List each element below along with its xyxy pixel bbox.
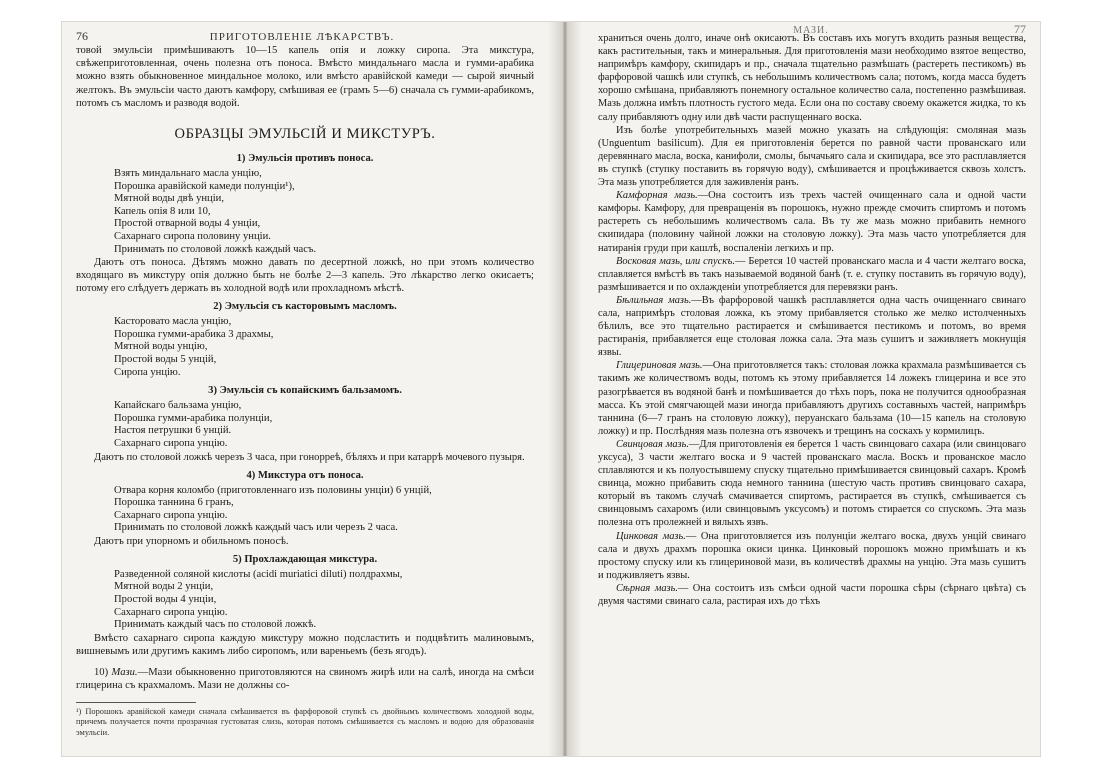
body-paragraph (598, 32, 1026, 124)
right-running-title: МАЗИ. (793, 25, 829, 36)
book-spread (62, 22, 1040, 756)
left-running-head (76, 29, 534, 44)
ingredient-line: Взять миндальнаго масла унцію, (114, 168, 262, 180)
paragraph-text: —Для приготовленія ея берется 1 часть свинцоваго сахара (или свинцоваго уксуса), 3 части желтаго воска и 9 частей прованскаго масла. Воскъ и прованское масло сплавляются и къ полуостывшему спуску тщательно примѣшивается свинцовый сахаръ. Кромѣ свинца, можно прибавить сюда немного таннина (шестую часть противъ свинцоваго сахара, который въ такомъ случаѣ смачивается спиртомъ, растирается въ ступкѣ, смѣшивается съ свинцовымъ сахаромъ (или свинцовымъ уксусомъ) и потомъ стирается со спускомъ. Эта мазь полезна отъ пролежней и вялыхъ язвъ. (598, 438, 1026, 529)
ingredient-list (114, 569, 534, 632)
paragraph-text: Изъ болѣе употребительныхъ мазей можно указать на слѣдующія: смоляная мазь (Unguentum basilicum). Для ея приготовленія берется по равной части прованскаго или деревяннаго масла, воска, канифоли, смолы, бычачьяго сала и скипидара, все это расплавляется въ ступкѣ (ступку поставить въ горячую воду), смѣшивается и процѣживается сквозь холстъ. Эта мазь употребляется для заживленія ранъ. (598, 124, 1026, 189)
paragraph-term: Камфорная мазь. (616, 190, 698, 202)
ingredient-list (114, 168, 534, 256)
ingredient-list (114, 400, 534, 450)
ingredient-line: Капайскаго бальзама унцію, (114, 400, 242, 412)
recipe-heading: 4) Микстура отъ поноса. (246, 469, 364, 481)
ingredient-line: Принимать по столовой ложкѣ каждый часъ или черезъ 2 часа. (114, 522, 398, 534)
body-paragraph (598, 359, 1026, 438)
ingredient-line: Порошка гумми-арабика полунціи, (114, 412, 273, 424)
recipe-heading: 1) Эмульсія противъ поноса. (236, 153, 374, 165)
ingredient-list (114, 485, 534, 535)
footnote: ¹) Порошокъ аравійской камеди сначала смѣшивается въ фарфоровой ступкѣ съ двойнымъ количествомъ холодной воды, причемъ получается почти прозрачная густоватая слизь, которая потомъ смѣшивается съ масломъ и водою для образованія эмульсіи. (76, 707, 534, 737)
recipe-note: Вмѣсто сахарнаго сиропа каждую микстуру можно подсластить и подцвѣтить малиновымъ, вишневымъ или другимъ какимъ либо сиропомъ, или вареньемъ (безъ ягодъ). (76, 632, 534, 657)
paragraph-term: Глицериновая мазь. (616, 360, 703, 372)
intro-paragraph: товой эмульсіи примѣшиваютъ 10—15 капель опія и ложку сиропа. Эта микстура, свѣжеприготовленная, очень полезна отъ поноса. Вмѣсто миндальнаго масла и гумми-арабика можно взять обыкновенное миндальное молоко, или вмѣсто аравійской камеди — сырой яичный желтокъ. Въ эмульсіи часто даютъ камфору, смѣшивая ее (грамъ 5—6) сначала съ гумми-арабикомъ, потомъ съ масломъ и разводя водой. (76, 45, 534, 109)
final-paragraph-text: —Мази обыкновенно приготовляются на свиномъ жирѣ или на салѣ, иногда на смѣси глицерина съ крахмаломъ. Мази не должны со- (76, 666, 534, 692)
ingredient-line: Сахарнаго сиропа половину унціи. (114, 230, 271, 242)
ingredient-line: Порошка таннина 6 гранъ, (114, 497, 234, 509)
final-paragraph (76, 666, 534, 692)
ingredient-line: Капель опія 8 или 10, (114, 205, 211, 217)
recipe-heading: 2) Эмульсія съ касторовымъ масломъ. (213, 301, 397, 313)
paragraph-text: — Берется 10 частей прованскаго масла и 4 части желтаго воска, сплавляется вмѣстѣ въ такъ называемой водяной банѣ (т. е. ступку поставить въ горячую воду), размѣшивается и по охлажденіи употребляется для перевязки ранъ. (598, 255, 1026, 293)
ingredient-line: Мятной воды унцію, (114, 341, 208, 353)
paragraph-term: Восковая мазь, или спускъ. (616, 255, 736, 267)
final-paragraph-term: Мази. (111, 666, 138, 678)
ingredient-line: Сахарнаго сиропа унцію. (114, 437, 228, 449)
paragraph-text: — Она приготовляется изъ полунціи желтаго воска, двухъ унцій свинаго сала и двухъ драхмъ порошка окиси цинка. Цинковый порошокъ можно примѣшать и къ простому спуску или къ глицериновой мази, въ количествѣ драхмы на унцію. Эта мазь сушитъ и подживляетъ язвы. (598, 530, 1026, 581)
final-paragraph-number: 10) (94, 666, 109, 678)
ingredient-line: Простой отварной воды 4 унціи, (114, 218, 261, 230)
ingredient-line: Сахарнаго сиропа унцію. (114, 606, 228, 618)
left-page (76, 22, 534, 756)
paragraph-term: Бѣлильная мазь. (616, 294, 692, 306)
right-page-number: 77 (1013, 22, 1026, 36)
body-paragraph (598, 582, 1026, 608)
paragraph-text: —Она состоитъ изъ трехъ частей очищеннаго сала и одной части камфоры. Камфору, для превращенія въ порошокъ, нужно прежде смочить спиртомъ и потомъ растереть съ небольшимъ количествомъ сала. Въ ту же мазь можно прибавить немного скипидара (половину чайной ложки на столовую ложку). Эта мазь часто употребляется для натиранія груди при кашлѣ, воспаленіи легкихъ и пр. (598, 190, 1026, 254)
right-page (598, 22, 1026, 756)
right-running-head (598, 22, 1026, 36)
left-page-number: 76 (76, 29, 88, 43)
ingredient-line: Разведенной соляной кислоты (acidi muriatici diluti) полдрахмы, (114, 568, 403, 580)
body-paragraph (598, 189, 1026, 254)
paragraph-text: — Она состоитъ изъ смѣси одной части порошка сѣры (сѣрнаго цвѣта) съ двумя частями свинаго сала, растирая ихъ до тѣхъ (598, 582, 1026, 608)
ingredient-line: Сахарнаго сиропа унцію. (114, 509, 228, 521)
ingredient-line: Мятной воды двѣ унціи, (114, 193, 224, 205)
body-paragraph (598, 294, 1026, 359)
recipe-heading: 5) Прохлаждающая микстура. (232, 553, 378, 565)
right-paragraphs (598, 32, 1026, 608)
recipe-note: Даютъ при упорномъ и обильномъ поносѣ. (94, 535, 289, 547)
body-paragraph (598, 255, 1026, 294)
ingredient-line: Касторовато масла унцію, (114, 316, 232, 328)
recipe-note: Даютъ отъ поноса. Дѣтямъ можно давать по десертной ложкѣ, но при этомъ количество входящаго въ микстуру опія должно быть не болѣе 2—3 капель. Это лѣкарство легко окисаетъ; потому его слѣдуетъ держать въ холодной водѣ или прохладномъ мѣстѣ. (76, 257, 534, 295)
book-gutter (548, 22, 582, 756)
section-title: ОБРАЗЦЫ ЭМУЛЬСІЙ И МИКСТУРЪ. (174, 126, 436, 143)
recipes-list (76, 153, 534, 658)
ingredient-line: Простой воды 4 унціи, (114, 594, 217, 606)
body-paragraph (598, 438, 1026, 530)
footnote-rule (76, 702, 196, 703)
paragraph-term: Цинковая мазь. (616, 530, 686, 542)
left-running-title: ПРИГОТОВЛЕНІЕ ЛѢКАРСТВЪ. (209, 31, 395, 43)
recipe-heading: 3) Эмульсія съ копайскимъ бальзамомъ. (208, 385, 402, 397)
ingredient-line: Простой воды 5 унцій, (114, 353, 217, 365)
paragraph-term: Свинцовая мазь. (616, 438, 689, 450)
ingredient-line: Порошка гумми-арабика 3 драхмы, (114, 328, 274, 340)
paragraph-text: храниться очень долго, иначе онѣ окисаютъ. Въ составъ ихъ могутъ входить разныя вещества, какъ растительныя, такъ и минеральныя. Для приготовленія мази необходимо взятое вещество, напримѣръ камфору, скипидаръ и пр., сначала тщательно размѣшать (растереть пестикомъ) въ фарфоровой чашкѣ или ступкѣ, съ небольшимъ количествомъ сала; потомъ, когда масса будетъ хорошо смѣшана, прибавляютъ понемногу остальное количество сала, постепенно размѣшивая. Мазь должна имѣть плотность густого меда. Если она по составу своему окажется жидка, то къ салу прибавляютъ одну или двѣ части распущеннаго воска. (598, 33, 1026, 123)
ingredient-line: Отвара корня коломбо (приготовленнаго изъ половины унціи) 6 унцій, (114, 484, 432, 496)
paragraph-text: —Она приготовляется такъ: столовая ложка крахмала размѣшивается съ такимъ же количествомъ воды, потомъ къ этому прибавляется 14 ложекъ глицерина и все это разогрѣвается въ водяной банѣ и помѣшивается до тѣхъ поръ, пока не получится однообразная масса. Къ этой смягчающей мази иногда прибавляютъ другихъ составныхъ частей, напримѣръ таннина (6—7 гранъ на столовую ложку), перуанскаго бальзама (10—15 капель на столовую ложку) и пр. Послѣдняя мазь полезна отъ язвочекъ и трещинъ на соскахъ у кормилицъ. (598, 360, 1026, 437)
body-paragraph (598, 530, 1026, 582)
body-paragraph (598, 124, 1026, 189)
ingredient-line: Порошка аравійской камеди полунціи¹), (114, 180, 295, 192)
ingredient-line: Принимать каждый часъ по столовой ложкѣ. (114, 619, 317, 631)
recipe-note: Даютъ по столовой ложкѣ черезъ 3 часа, при гонорреѣ, бѣляхъ и при катаррѣ мочевого пузыря. (94, 451, 525, 463)
ingredient-list (114, 316, 534, 379)
ingredient-line: Принимать по столовой ложкѣ каждый часъ. (114, 243, 317, 255)
ingredient-line: Настоя петрушки 6 унцій. (114, 425, 232, 437)
ingredient-line: Мятной воды 2 унціи, (114, 581, 214, 593)
ingredient-line: Сиропа унцію. (114, 366, 181, 378)
paragraph-term: Сѣрная мазь. (616, 582, 678, 594)
paragraph-text: —Въ фарфоровой чашкѣ расплавляется одна часть очищеннаго свинаго сала, напримѣръ столовая ложка, къ этому прибавляется столько же мелко истолченныхъ бѣлилъ, все это тщательно растирается и смѣшивается пестикомъ и потомъ, во время растиранія, прибавляется еще столовая ложка сала. Эта мазь сушитъ и заживляетъ мокнущія язвы. (598, 294, 1026, 359)
